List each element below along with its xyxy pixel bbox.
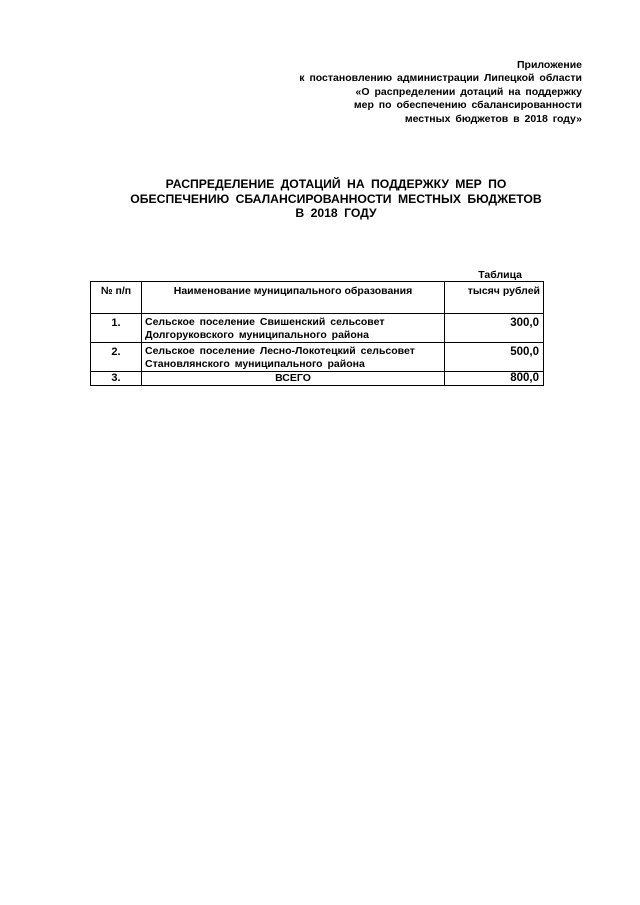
- appendix-line: Приложение: [516, 59, 582, 71]
- row-name-line: Сельское поселение Лесно-Локотецкий сельсовет: [145, 345, 415, 357]
- row-name: [142, 343, 445, 372]
- table-row: [91, 314, 544, 343]
- table-total-row: [91, 372, 544, 386]
- appendix-line: к постановлению администрации Липецкой области: [299, 72, 582, 85]
- row-sum: 500,0: [445, 343, 544, 372]
- total-sum: 800,0: [445, 372, 544, 386]
- appendix-line: «О распределении дотаций на поддержку: [355, 85, 582, 98]
- table-caption: Таблица: [478, 269, 522, 281]
- title-line: ОБЕСПЕЧЕНИЮ СБАЛАНСИРОВАННОСТИ МЕСТНЫХ БЮДЖЕТОВ: [130, 191, 542, 206]
- row-name: [142, 314, 445, 343]
- row-num: 2.: [91, 343, 142, 372]
- appendix-block: [299, 59, 582, 126]
- table-header-row: [91, 282, 544, 314]
- row-name-line: Сельское поселение Свишенский сельсовет: [145, 316, 385, 328]
- header-name: Наименование муниципального образования: [142, 282, 445, 314]
- header-sum: тысяч рублей: [445, 282, 544, 314]
- title-line: РАСПРЕДЕЛЕНИЕ ДОТАЦИЙ НА ПОДДЕРЖКУ МЕР ПО: [165, 177, 507, 191]
- table-row: [91, 343, 544, 372]
- appendix-line: мер по обеспечению сбалансированности: [353, 99, 582, 112]
- row-name-line: Долгоруковского муниципального района: [145, 328, 369, 341]
- row-sum: 300,0: [445, 314, 544, 343]
- header-num: № п/п: [91, 282, 142, 314]
- row-name-line: Становлянского муниципального района: [145, 357, 365, 370]
- document-title: [90, 177, 582, 221]
- title-line: В 2018 ГОДУ: [295, 206, 377, 221]
- total-label: ВСЕГО: [142, 372, 445, 386]
- subsidy-table: [90, 281, 544, 386]
- total-num: 3.: [91, 372, 142, 386]
- appendix-line: местных бюджетов в 2018 году»: [404, 112, 582, 125]
- row-num: 1.: [91, 314, 142, 343]
